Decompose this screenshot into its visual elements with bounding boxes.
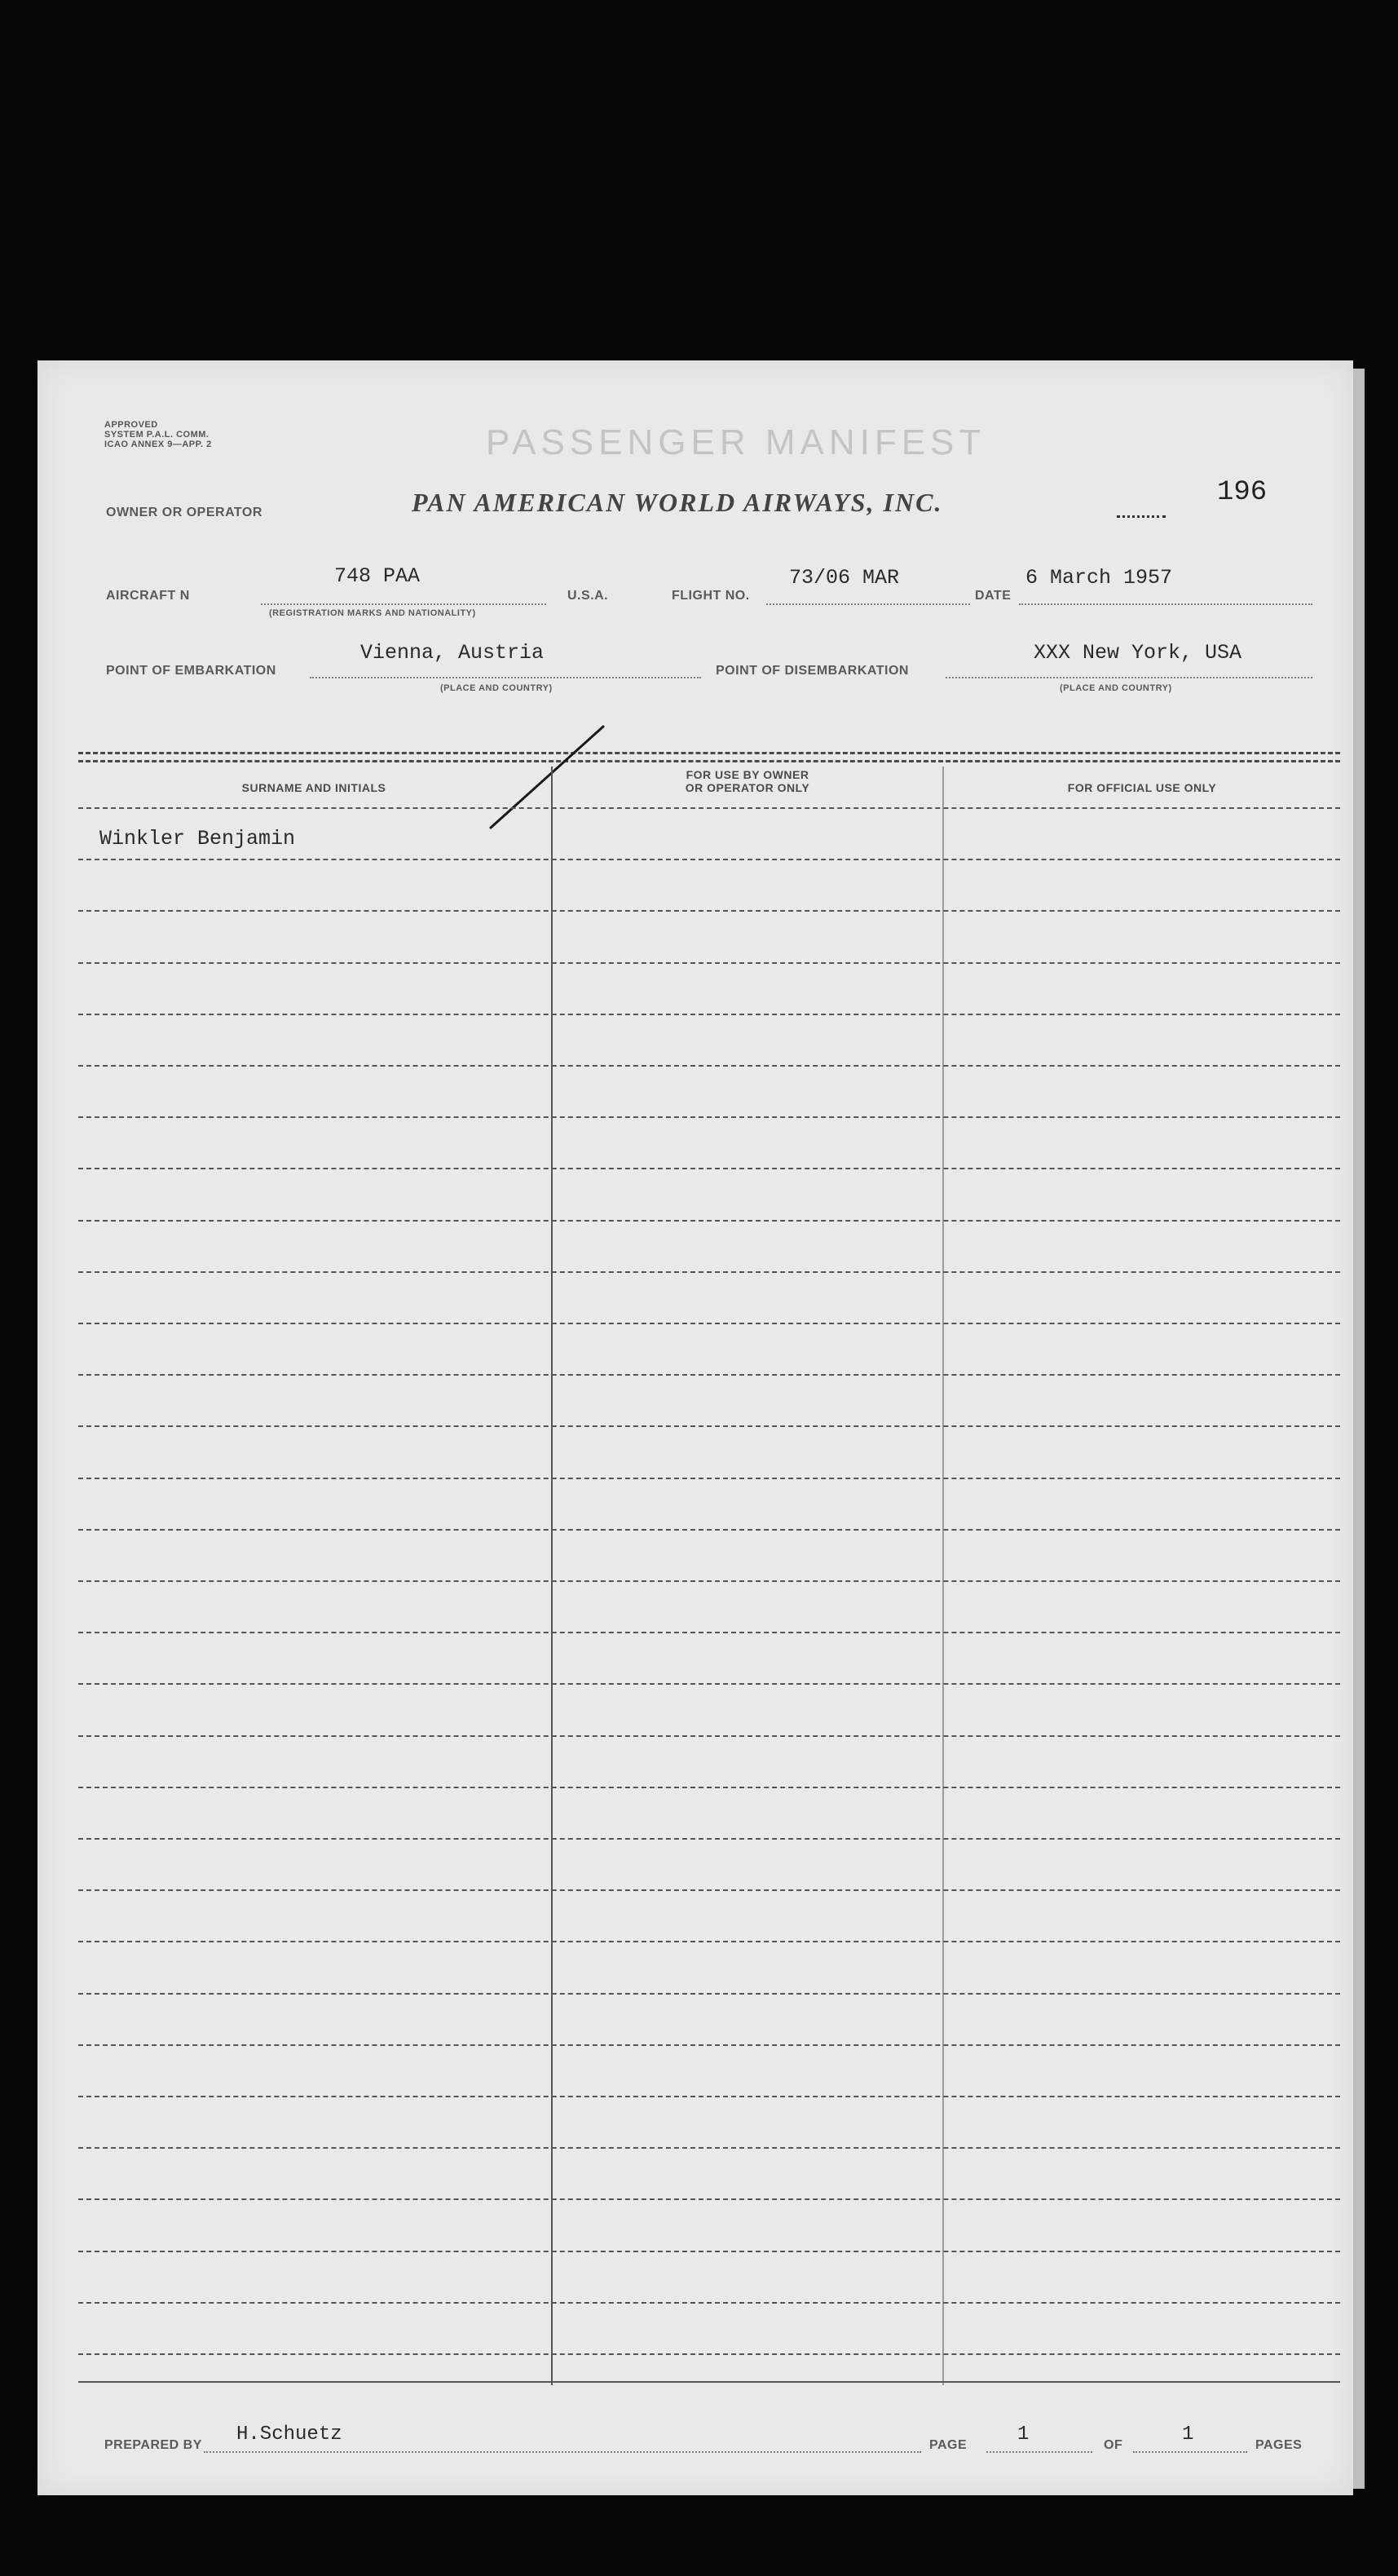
disembarkation-value: XXX New York, USA	[1034, 641, 1242, 665]
row-rule	[78, 1529, 1340, 1531]
page-dash	[1117, 515, 1166, 518]
row-rule	[78, 1425, 1340, 1427]
row-rule	[78, 962, 1340, 964]
col-owner-header-line-2: OR OPERATOR ONLY	[685, 781, 810, 794]
pen-stroke	[481, 722, 611, 836]
row-rule	[78, 807, 1340, 809]
row-rule	[78, 1116, 1340, 1118]
table-bottom-rule	[78, 2381, 1340, 2383]
row-rule	[78, 1323, 1340, 1324]
row-rule	[78, 1374, 1340, 1376]
row-rule	[78, 1478, 1340, 1479]
row-rule	[78, 2096, 1340, 2097]
row-rule	[78, 2251, 1340, 2252]
col-owner-header-line-1: FOR USE BY OWNER	[686, 768, 809, 781]
row-rule	[78, 1941, 1340, 1942]
owner-value: PAN AMERICAN WORLD AIRWAYS, INC.	[412, 488, 943, 517]
embarkation-caption: (PLACE AND COUNTRY)	[440, 683, 553, 693]
col-divider-1	[551, 767, 553, 2385]
row-rule	[78, 1220, 1340, 1222]
aircraft-underline	[261, 603, 546, 605]
prepared-value: H.Schuetz	[236, 2424, 342, 2446]
row-rule	[78, 2353, 1340, 2355]
passenger-row-1: Winkler Benjamin	[99, 827, 296, 851]
row-rule	[78, 1787, 1340, 1788]
col-surname-header: SURNAME AND INITIALS	[241, 781, 386, 794]
page-underline	[986, 2451, 1092, 2453]
row-rule	[78, 1838, 1340, 1840]
page-value: 1	[1017, 2424, 1030, 2446]
usa-label: U.S.A.	[567, 589, 609, 603]
date-value: 6 March 1957	[1025, 566, 1173, 590]
row-rule	[78, 2147, 1340, 2149]
row-rule	[78, 1632, 1340, 1633]
date-label: DATE	[975, 589, 1012, 603]
row-rule	[78, 1993, 1340, 1995]
prepared-label: PREPARED BY	[104, 2438, 202, 2452]
row-rule	[78, 2044, 1340, 2046]
sheet-edge	[1353, 369, 1365, 2489]
manifest-sheet	[37, 360, 1353, 2495]
aircraft-caption: (REGISTRATION MARKS AND NATIONALITY)	[269, 608, 476, 618]
row-rule	[78, 910, 1340, 912]
date-underline	[1019, 603, 1312, 605]
disembarkation-label: POINT OF DISEMBARKATION	[716, 664, 909, 678]
embarkation-underline	[310, 677, 701, 678]
header-rule-top	[78, 752, 1340, 754]
flight-value: 73/06 MAR	[789, 566, 900, 590]
row-rule	[78, 1168, 1340, 1169]
header-rule-top-2	[78, 760, 1340, 762]
disembarkation-underline	[946, 677, 1312, 678]
row-rule	[78, 1580, 1340, 1582]
embarkation-label: POINT OF EMBARKATION	[106, 664, 276, 678]
disembarkation-caption: (PLACE AND COUNTRY)	[1060, 683, 1172, 693]
aircraft-value: 748 PAA	[334, 564, 421, 588]
of-label: OF	[1104, 2438, 1123, 2452]
embarkation-value: Vienna, Austria	[360, 641, 545, 665]
aircraft-label: AIRCRAFT N	[106, 589, 190, 603]
form-title: PASSENGER MANIFEST	[486, 422, 986, 462]
owner-label: OWNER OR OPERATOR	[106, 506, 262, 519]
page-number: 196	[1217, 477, 1268, 508]
approval-line-2: SYSTEM P.A.L. COMM.	[104, 430, 209, 440]
flight-label: FLIGHT NO.	[672, 589, 750, 603]
approval-block	[104, 420, 212, 449]
row-rule	[78, 2198, 1340, 2200]
col-official-header: FOR OFFICIAL USE ONLY	[1067, 781, 1217, 794]
pages-label: PAGES	[1255, 2438, 1303, 2452]
row-rule	[78, 1014, 1340, 1015]
row-rule	[78, 2302, 1340, 2304]
of-value: 1	[1182, 2424, 1194, 2446]
row-rule	[78, 1889, 1340, 1891]
row-rule	[78, 1271, 1340, 1273]
row-rule	[78, 1683, 1340, 1685]
of-underline	[1133, 2451, 1247, 2453]
col-divider-2	[942, 767, 944, 2385]
prepared-underline	[204, 2451, 921, 2453]
row-rule	[78, 1065, 1340, 1067]
page-label: PAGE	[929, 2438, 968, 2452]
flight-underline	[766, 603, 970, 605]
row-rule	[78, 859, 1340, 860]
approval-line-3: ICAO ANNEX 9—APP. 2	[104, 440, 212, 449]
row-rule	[78, 1735, 1340, 1737]
approval-line-1: APPROVED	[104, 420, 158, 430]
